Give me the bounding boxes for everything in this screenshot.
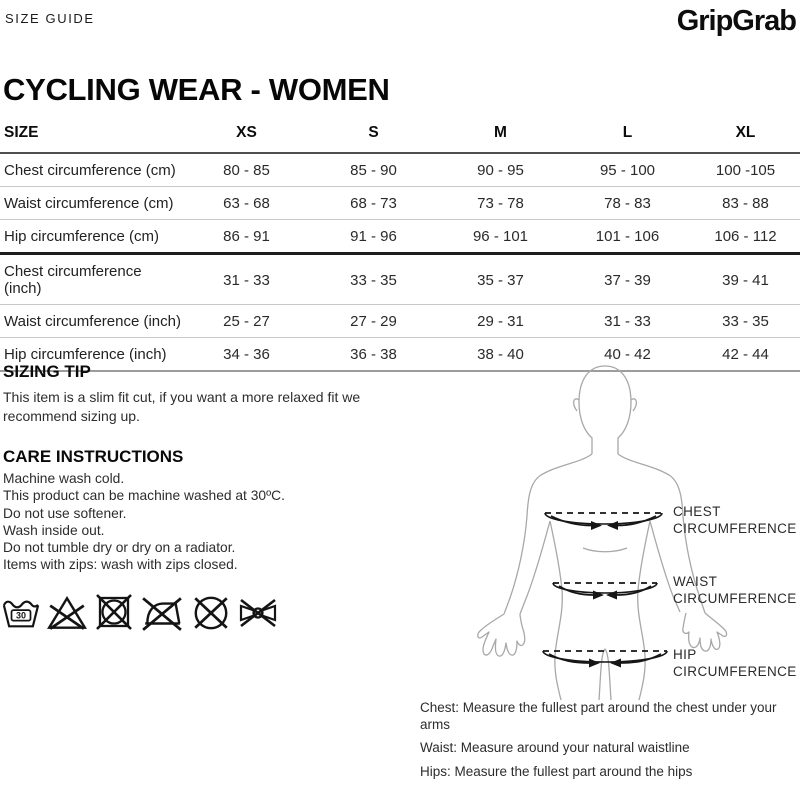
size-value-cell: 85 - 90: [310, 153, 437, 187]
size-value-cell: 78 - 83: [564, 187, 691, 220]
row-label: Chest circumference (inch): [0, 254, 183, 305]
chest-circumference-label-line1: CHEST: [673, 504, 721, 519]
size-value-cell: 91 - 96: [310, 220, 437, 254]
chest-measure-marker: [545, 513, 662, 530]
size-value-cell: 29 - 31: [437, 305, 564, 338]
care-line: This product can be machine washed at 30ºC.: [3, 488, 285, 504]
size-value-cell: 27 - 29: [310, 305, 437, 338]
page-title: CYCLING WEAR - WOMEN: [3, 71, 390, 107]
hip-circumference-label-line1: HIP: [673, 647, 697, 662]
size-value-cell: 68 - 73: [310, 187, 437, 220]
row-label: Waist circumference (cm): [0, 187, 183, 220]
size-value-cell: 42 - 44: [691, 338, 800, 372]
care-line: Items with zips: wash with zips closed.: [3, 557, 238, 573]
size-value-cell: 33 - 35: [691, 305, 800, 338]
size-value-cell: 36 - 38: [310, 338, 437, 372]
size-value-cell: 95 - 100: [564, 153, 691, 187]
do-not-tumble-dry-icon: [94, 592, 134, 634]
measurement-note-waist: Waist: Measure around your natural waistline: [420, 740, 690, 755]
waist-circumference-label-line2: CIRCUMFERENCE: [673, 591, 797, 606]
care-line: Wash inside out.: [3, 522, 105, 538]
table-row: [0, 153, 800, 187]
waist-measure-marker: [553, 583, 657, 600]
size-value-cell: 40 - 42: [564, 338, 691, 372]
table-row: [0, 220, 800, 254]
care-instructions-heading: CARE INSTRUCTIONS: [3, 447, 184, 466]
column-header-size: SIZE: [0, 116, 183, 153]
row-label: Waist circumference (inch): [0, 305, 183, 338]
do-not-dry-clean-icon: [190, 592, 232, 634]
measurement-note-chest: Chest: Measure the fullest part around the chest under your arms: [420, 700, 777, 732]
column-header-xs: XS: [183, 116, 310, 153]
size-value-cell: 25 - 27: [183, 305, 310, 338]
row-label: Hip circumference (cm): [0, 220, 183, 254]
column-header-xl: XL: [691, 116, 800, 153]
table-row: [0, 187, 800, 220]
table-row: [0, 254, 800, 305]
wash-temp-label: 30: [15, 610, 27, 621]
size-value-cell: 33 - 35: [310, 254, 437, 305]
size-value-cell: 37 - 39: [564, 254, 691, 305]
machine-wash-30-icon: [2, 592, 40, 634]
size-value-cell: 38 - 40: [437, 338, 564, 372]
column-header-l: L: [564, 116, 691, 153]
care-instructions-list: [3, 470, 285, 574]
hip-measure-marker: [543, 651, 667, 668]
care-symbol-icons: [2, 592, 278, 634]
size-value-cell: 80 - 85: [183, 153, 310, 187]
size-value-cell: 34 - 36: [183, 338, 310, 372]
size-value-cell: 90 - 95: [437, 153, 564, 187]
column-header-s: S: [310, 116, 437, 153]
care-line: Machine wash cold.: [3, 471, 125, 486]
do-not-wring-icon: [238, 592, 278, 634]
size-value-cell: 31 - 33: [183, 254, 310, 305]
table-row: [0, 305, 800, 338]
care-line: Do not tumble dry or dry on a radiator.: [3, 540, 236, 556]
row-label: Chest circumference (cm): [0, 153, 183, 187]
brand-logo: GripGrab: [676, 5, 796, 37]
sizing-tip-text: This item is a slim fit cut, if you want a more relaxed fit we recommend sizing up.: [3, 389, 361, 424]
measurement-note-hips: Hips: Measure the fullest part around the hips: [420, 763, 693, 779]
hip-circumference-label-line2: CIRCUMFERENCE: [673, 664, 797, 679]
measurement-notes: [420, 700, 794, 787]
body-measurement-figure: [420, 358, 800, 700]
size-value-cell: 35 - 37: [437, 254, 564, 305]
care-line: Do not use softener.: [3, 505, 127, 521]
eyebrow-label: SIZE GUIDE: [5, 11, 95, 26]
row-label: Hip circumference (inch): [0, 338, 183, 372]
table-header-row: [0, 116, 800, 153]
size-value-cell: 96 - 101: [437, 220, 564, 254]
sizing-tip-heading: SIZING TIP: [3, 362, 91, 381]
do-not-bleach-icon: [46, 592, 88, 634]
do-not-iron-icon: [140, 592, 184, 634]
size-value-cell: 86 - 91: [183, 220, 310, 254]
size-value-cell: 101 - 106: [564, 220, 691, 254]
column-header-m: M: [437, 116, 564, 153]
size-value-cell: 83 - 88: [691, 187, 800, 220]
waist-circumference-label-line1: WAIST: [673, 574, 718, 589]
size-value-cell: 39 - 41: [691, 254, 800, 305]
size-value-cell: 100 -105: [691, 153, 800, 187]
size-table: [0, 116, 800, 372]
size-value-cell: 106 - 112: [691, 220, 800, 254]
size-value-cell: 73 - 78: [437, 187, 564, 220]
size-value-cell: 31 - 33: [564, 305, 691, 338]
chest-circumference-label-line2: CIRCUMFERENCE: [673, 521, 797, 536]
size-value-cell: 63 - 68: [183, 187, 310, 220]
